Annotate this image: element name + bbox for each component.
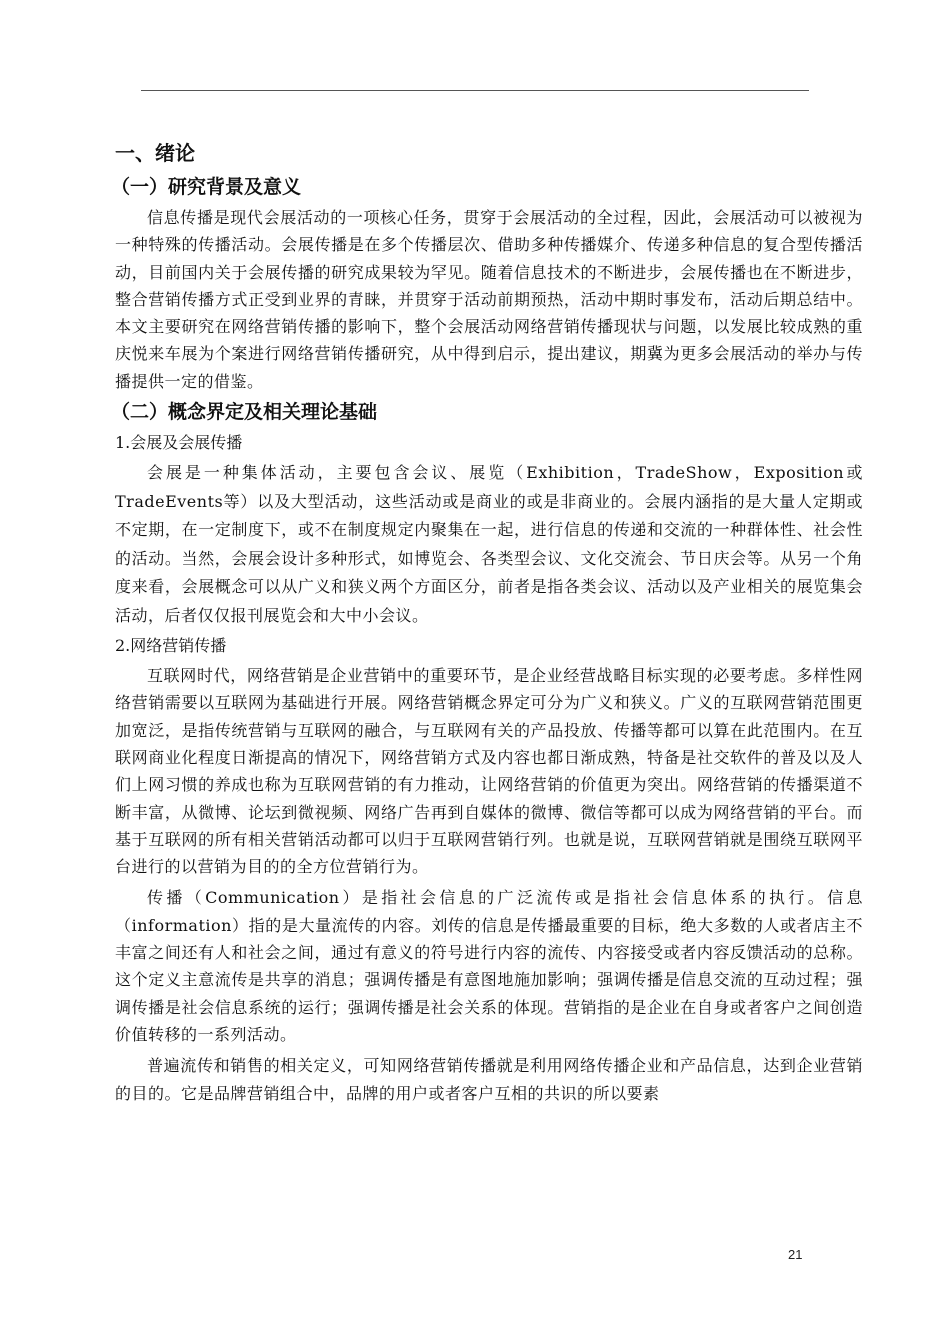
subsection-heading: （一）研究背景及意义 (111, 176, 302, 198)
document-body (111, 138, 863, 1107)
paragraph: 互联网时代，网络营销是企业营销中的重要环节，是企业经营战略目标实现的必要考虑。多样性网络营销需要以互联网为基础进行开展。网络营销概念界定可分为广义和狭义。广义的互联网营销范围更加宽泛，是指传统营销与互联网的融合，与互联网有关的产品投放、传播等都可以算在此范围内。在互联网商业化程度日渐提高的情况下，网络营销方式及内容也都日渐成熟，特备是社交软件的普及以及人们上网习惯的养成也称为互联网营销的有力推动，让网络营销的价值更为突出。网络营销的传播渠道不断丰富，从微博、论坛到微视频、网络广告再到自媒体的微博、微信等都可以成为网络营销的平台。而基于互联网的所有相关营销活动都可以归于互联网营销行列。也就是说，互联网营销就是围绕互联网平台进行的以营销为目的的全方位营销行为。 (115, 666, 863, 877)
paragraph: 传播（Communication）是指社会信息的广泛流传或是指社会信息体系的执行。信息（information）指的是大量流传的内容。刘传的信息是传播最重要的目标，绝大多数的人或者店主不丰富之间还有人和社会之间，通过有意义的符号进行内容的流传、内容接受或者内容反馈活动的总称。这个定义主意流传是共享的消息；强调传播是有意图地施加影响；强调传播是信息交流的互动过程；强调传播是社会信息系统的运行；强调传播是社会关系的体现。营销指的是企业在自身或者客户之间创造价值转移的一系列活动。 (115, 888, 863, 1044)
paragraph: 信息传播是现代会展活动的一项核心任务，贯穿于会展活动的全过程，因此，会展活动可以被视为一种特殊的传播活动。会展传播是在多个传播层次、借助多种传播媒介、传递多种信息的复合型传播活动，目前国内关于会展传播的研究成果较为罕见。随着信息技术的不断进步，会展传播也在不断进步，整合营销传播方式正受到业界的青睐，并贯穿于活动前期预热，活动中期时事发布，活动后期总结中。本文主要研究在网络营销传播的影响下，整个会展活动网络营销传播现状与问题，以发展比较成熟的重庆悦来车展为个案进行网络营销传播研究，从中得到启示，提出建议，期冀为更多会展活动的举办与传播提供一定的借鉴。 (115, 208, 863, 391)
item-heading: 1.会展及会展传播 (115, 433, 243, 453)
item-heading: 2.网络营销传播 (115, 636, 227, 656)
paragraph: 普遍流传和销售的相关定义，可知网络营销传播就是利用网络传播企业和产品信息，达到企业营销的目的。它是品牌营销组合中，品牌的用户或者客户互相的共识的所以要素 (115, 1056, 863, 1103)
paragraph: 会展是一种集体活动，主要包含会议、展览（Exhibition，TradeShow，Exposition或TradeEvents等）以及大型活动，这些活动或是商业的或是非商业的。会展内涵指的是大量人定期或不定期，在一定制度下，或不在制度规定内聚集在一起，进行信息的传递和交流的一种群体性、社会性的活动。当然，会展会设计多种形式，如博览会、各类型会议、文化交流会、节日庆会等。从另一个角度来看，会展概念可以从广义和狭义两个方面区分，前者是指各类会议、活动以及产业相关的展览集会活动，后者仅仅报刊展览会和大中小会议。 (115, 463, 863, 625)
section-heading: 一、绪论 (115, 141, 195, 165)
page-number: 21 (788, 1247, 803, 1262)
subsection-heading: （二）概念界定及相关理论基础 (111, 401, 378, 424)
header-rule (141, 90, 809, 91)
